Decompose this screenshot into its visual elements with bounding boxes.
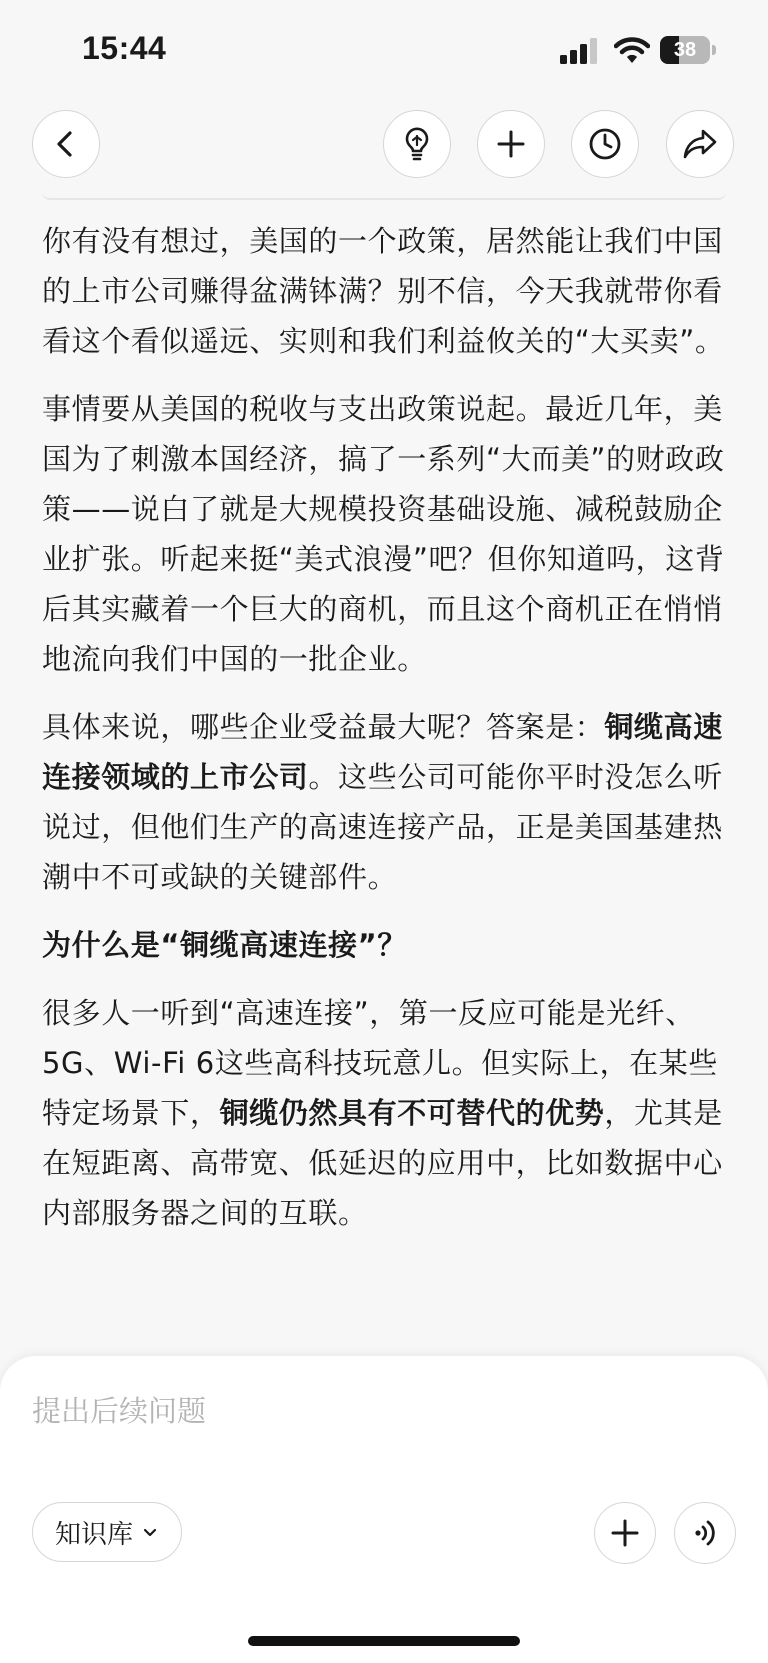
- status-time: 15:44: [82, 30, 167, 66]
- battery-icon: [660, 36, 716, 64]
- attach-button[interactable]: [594, 1502, 656, 1564]
- wifi-icon: [614, 36, 650, 64]
- knowledge-base-selector[interactable]: [32, 1502, 182, 1562]
- clock-icon: [587, 126, 623, 162]
- section-heading: 为什么是“铜缆高速连接”？: [42, 928, 407, 962]
- bottom-safe-area: [0, 1596, 768, 1663]
- highlight-text: 铜缆高速连接领域的上市公司: [42, 710, 723, 794]
- plus-icon: [495, 128, 527, 160]
- voice-wave-icon: [690, 1518, 720, 1548]
- knowledge-base-label: 知识库: [55, 1519, 134, 1550]
- paragraph-2: 事情要从美国的税收与支出政策说起。最近几年，美国为了刺激本国经济，搞了一系列“大而美”的财政政策——说白了就是大规模投资基础设施、减税鼓励企业扩张。听起来挺“美式浪漫”吧？但你知道吗，这背后其实藏着一个巨大的商机，而且这个商机正在悄悄地流向我们中国的一批企业。: [42, 392, 725, 676]
- voice-button[interactable]: [674, 1502, 736, 1564]
- history-button[interactable]: [571, 110, 639, 178]
- header-divider: [42, 192, 726, 200]
- share-button[interactable]: [666, 110, 734, 178]
- back-icon: [51, 129, 81, 159]
- follow-up-input[interactable]: [32, 1386, 732, 1436]
- battery-level: 38: [673, 39, 697, 61]
- highlight-text: 铜缆仍然具有不可替代的优势: [219, 1096, 605, 1130]
- home-indicator[interactable]: [248, 1636, 520, 1646]
- back-button[interactable]: [32, 110, 100, 178]
- chevron-down-icon: [141, 1523, 159, 1541]
- status-bar: [0, 0, 768, 100]
- paragraph-3: 具体来说，哪些企业受益最大呢？答案是：铜缆高速连接领域的上市公司。这些公司可能你平时没怎么听说过，但他们生产的高速连接产品，正是美国基建热潮中不可或缺的关键部件。: [42, 710, 723, 894]
- paragraph-1: 你有没有想过，美国的一个政策，居然能让我们中国的上市公司赚得盆满钵满？别不信，今天我就带你看看这个看似遥远、实则和我们利益攸关的“大买卖”。: [42, 224, 725, 358]
- suggestions-button[interactable]: [383, 110, 451, 178]
- plus-icon: [610, 1518, 640, 1548]
- answer-content: [42, 216, 726, 1356]
- cellular-signal-icon: [560, 38, 600, 64]
- lightbulb-icon: [399, 126, 435, 162]
- new-chat-button[interactable]: [477, 110, 545, 178]
- share-icon: [682, 126, 718, 162]
- composer-panel: [0, 1356, 768, 1596]
- paragraph-4: 很多人一听到“高速连接”，第一反应可能是光纤、5G、Wi-Fi 6这些高科技玩意儿。但实际上，在某些特定场景下，铜缆仍然具有不可替代的优势，尤其是在短距离、高带宽、低延迟的应用中，比如数据中心内部服务器之间的互联。: [42, 996, 723, 1230]
